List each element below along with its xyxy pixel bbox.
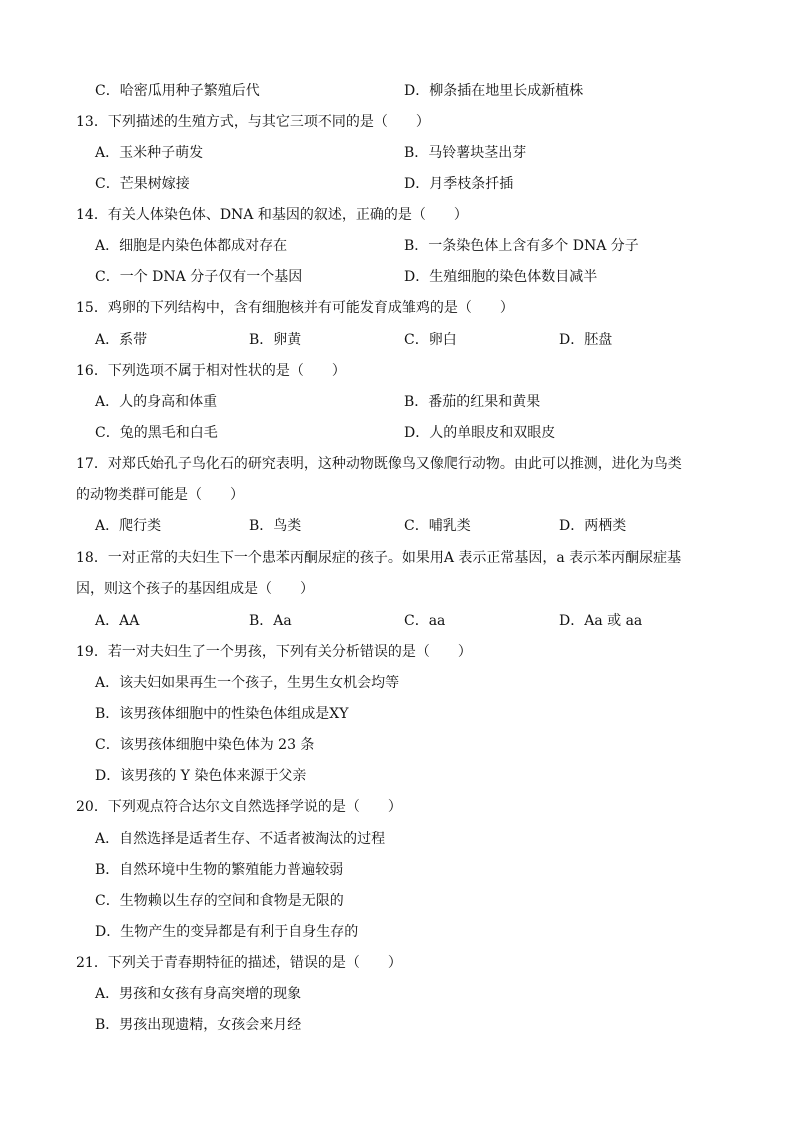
- q21-option-b[interactable]: B．男孩出现遗精，女孩会来月经: [95, 1017, 302, 1033]
- q18-stem-line1: 18．一对正常的夫妇生下一个患苯丙酮尿症的孩子。如果用A 表示正常基因，a 表示苯丙酮尿症基: [76, 550, 682, 566]
- q20-option-b[interactable]: B．自然环境中生物的繁殖能力普遍较弱: [95, 862, 344, 878]
- q17-stem-line1: 17．对郑氏始孔子鸟化石的研究表明，这种动物既像鸟又像爬行动物。由此可以推测，进化为鸟类: [76, 456, 682, 472]
- q13-option-b[interactable]: B．马铃薯块茎出芽: [404, 145, 527, 161]
- q13-stem: 13．下列描述的生殖方式，与其它三项不同的是（ ）: [76, 114, 430, 130]
- q15-option-a[interactable]: A．系带: [95, 332, 148, 348]
- q18-option-b[interactable]: B．Aa: [249, 613, 292, 629]
- q15-option-d[interactable]: D．胚盘: [559, 332, 613, 348]
- q17-stem-line2: 的动物类群可能是（ ）: [76, 487, 244, 503]
- q15-option-b[interactable]: B．卵黄: [249, 332, 302, 348]
- q16-option-c[interactable]: C．兔的黑毛和白毛: [95, 425, 218, 441]
- q14-option-c[interactable]: C．一个 DNA 分子仅有一个基因: [95, 269, 303, 285]
- q16-option-d[interactable]: D．人的单眼皮和双眼皮: [404, 425, 556, 441]
- q21-stem: 21．下列关于青春期特征的描述，错误的是（ ）: [76, 955, 402, 971]
- q15-option-c[interactable]: C．卵白: [404, 332, 457, 348]
- q12-option-d[interactable]: D．柳条插在地里长成新植株: [404, 83, 584, 99]
- q16-stem: 16．下列选项不属于相对性状的是（ ）: [76, 363, 346, 379]
- q20-option-c[interactable]: C．生物赖以生存的空间和食物是无限的: [95, 893, 344, 909]
- q20-option-a[interactable]: A．自然选择是适者生存、不适者被淘汰的过程: [95, 831, 386, 847]
- q18-option-c[interactable]: C．aa: [404, 613, 446, 629]
- q19-stem: 19．若一对夫妇生了一个男孩，下列有关分析错误的是（ ）: [76, 644, 472, 660]
- q13-option-d[interactable]: D．月季枝条扦插: [404, 176, 514, 192]
- q14-option-a[interactable]: A．细胞是内染色体都成对存在: [95, 238, 288, 254]
- q19-option-c[interactable]: C．该男孩体细胞中染色体为 23 条: [95, 737, 315, 753]
- q17-option-b[interactable]: B．鸟类: [249, 518, 302, 534]
- q17-option-c[interactable]: C．哺乳类: [404, 518, 471, 534]
- q20-stem: 20．下列观点符合达尔文自然选择学说的是（ ）: [76, 799, 402, 815]
- q18-stem-line2: 因，则这个孩子的基因组成是（ ）: [76, 581, 314, 597]
- q20-option-d[interactable]: D．生物产生的变异都是有利于自身生存的: [95, 924, 359, 940]
- q17-option-a[interactable]: A．爬行类: [95, 518, 162, 534]
- q13-option-a[interactable]: A．玉米种子萌发: [95, 145, 204, 161]
- q18-option-d[interactable]: D．Aa 或 aa: [559, 613, 643, 629]
- q12-option-c[interactable]: C．哈密瓜用种子繁殖后代: [95, 83, 260, 99]
- q19-option-b[interactable]: B．该男孩体细胞中的性染色体组成是XY: [95, 706, 349, 722]
- q21-option-a[interactable]: A．男孩和女孩有身高突增的现象: [95, 986, 302, 1002]
- q19-option-d[interactable]: D．该男孩的 Y 染色体来源于父亲: [95, 768, 307, 784]
- q14-stem: 14．有关人体染色体、DNA 和基因的叙述，正确的是（ ）: [76, 207, 468, 223]
- q14-option-d[interactable]: D．生殖细胞的染色体数目减半: [404, 269, 598, 285]
- q18-option-a[interactable]: A．AA: [95, 613, 140, 629]
- q19-option-a[interactable]: A．该夫妇如果再生一个孩子，生男生女机会均等: [95, 675, 400, 691]
- q16-option-a[interactable]: A．人的身高和体重: [95, 394, 218, 410]
- q15-stem: 15．鸡卵的下列结构中，含有细胞核并有可能发育成雏鸡的是（ ）: [76, 300, 514, 316]
- q16-option-b[interactable]: B．番茄的红果和黄果: [404, 394, 541, 410]
- q17-option-d[interactable]: D．两栖类: [559, 518, 627, 534]
- q13-option-c[interactable]: C．芒果树嫁接: [95, 176, 190, 192]
- q14-option-b[interactable]: B．一条染色体上含有多个 DNA 分子: [404, 238, 639, 254]
